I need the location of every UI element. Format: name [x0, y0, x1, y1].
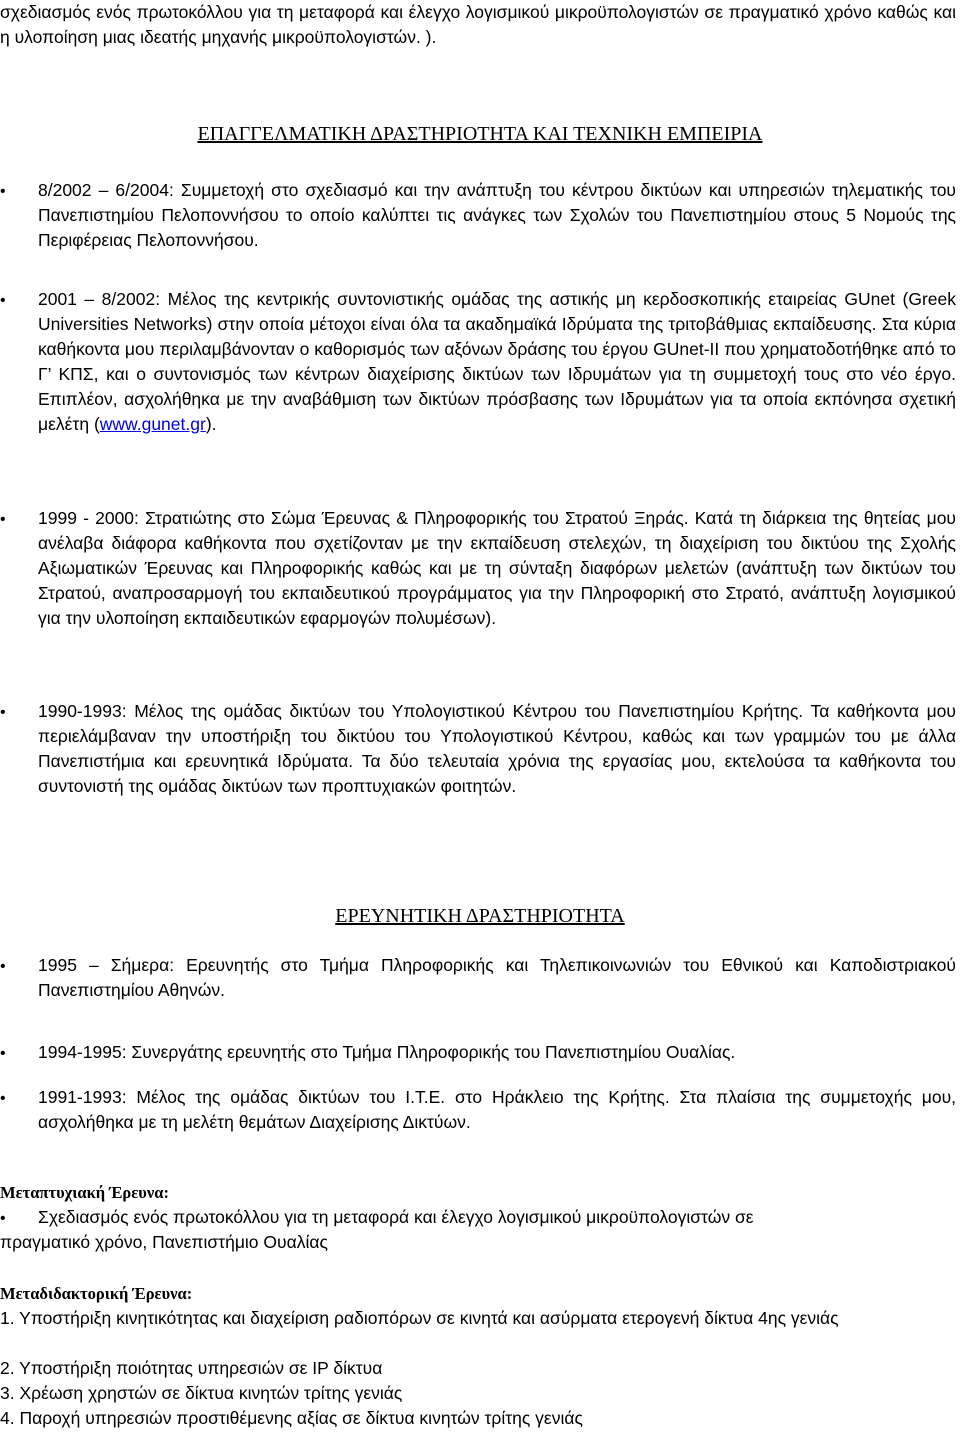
entry-period: 1994-1995: — [38, 1042, 127, 1062]
entry-text: Συμμετοχή στο σχεδιασμό και την ανάπτυξη του κέντρου δικτύων και υπηρεσιών τηλεματικής του Πανεπιστημίου Πελοποννήσου το οποίο καλύπτει τις ανάγκες των Σχολών του Πανεπιστημίου στους 5 Νομούς της Περιφέρειας Πελοποννήσου. — [38, 180, 956, 250]
bullet-icon — [0, 699, 38, 725]
postgrad-item: Σχεδιασμός ενός πρωτοκόλλου για τη μεταφορά και έλεγχο λογισμικού μικροϋπολογιστών σε — [38, 1207, 754, 1227]
bullet-icon — [0, 1085, 38, 1111]
entry-text: Μέλος της ομάδας δικτύων του Υπολογιστικού Κέντρου του Πανεπιστημίου Κρήτης. Τα καθήκοντα μου περιελάμβαναν την υποστήριξη του δικτύου του Υπολογιστικού Κέντρου, καθώς και των γραμμών του με άλλα Πανεπιστήμια και ερευνητικά Ιδρύματα. Τα δύο τελευταία χρόνια της εργασίας μου, εκτελούσα τα καθήκοντα του συντονιστή της ομάδας δικτύων των προπτυχιακών φοιτητών. — [38, 701, 956, 796]
entry-period: 1995 – Σήμερα: — [38, 955, 175, 975]
entry-period: 1990-1993: — [38, 701, 127, 721]
postdoc-heading: Μεταδιδακτορική Έρευνα: — [0, 1284, 193, 1303]
postgrad-item-continuation: πραγματικό χρόνο, Πανεπιστήμιο Ουαλίας — [0, 1232, 328, 1252]
bullet-icon — [0, 1205, 38, 1231]
list-item — [38, 178, 956, 253]
bullet-icon — [0, 1040, 38, 1066]
numbered-item: 2. Υποστήριξη ποιότητας υπηρεσιών σε IP δίκτυα — [0, 1358, 383, 1378]
section-heading-professional: ΕΠΑΓΓΕΛΜΑΤΙΚΗ ΔΡΑΣΤΗΡΙΟΤΗΤΑ ΚΑΙ ΤΕΧΝΙΚΗ ΕΜΠΕΙΡΙΑ — [197, 123, 763, 145]
entry-text: Συνεργάτης ερευνητής στο Τμήμα Πληροφορικής του Πανεπιστημίου Ουαλίας. — [126, 1042, 736, 1062]
entry-text: Ερευνητής στο Τμήμα Πληροφορικής και Τηλεπικοινωνιών του Εθνικού και Καποδιστριακού Πανεπιστημίου Αθηνών. — [38, 955, 956, 1000]
postgrad-heading: Μεταπτυχιακή Έρευνα: — [0, 1183, 169, 1202]
entry-text: Στρατιώτης στο Σώμα Έρευνας & Πληροφορικής του Στρατού Ξηράς. Κατά τη διάρκεια της θητείας μου ανέλαβα διάφορα καθήκοντα που σχετίζονταν με την εκπαίδευση στελεχών, τη διαχείριση του δικτύου της Σχολής Αξιωματικών Έρευνας και Πληροφορικής καθώς και με τη σύνταξη διαφόρων μελετών (ανάπτυξη των δικτύων του Στρατού, αναπροσαρμογή του εκπαιδευτικού προγράμματος για την Πληροφορική στο Στρατό, ανάπτυξη λογισμικού για την υλοποίηση εκπαιδευτικών εφαρμογών πολυμέσων). — [38, 508, 957, 628]
list-item — [38, 699, 956, 799]
bullet-icon — [0, 178, 38, 204]
intro-paragraph: σχεδιασμός ενός πρωτοκόλλου για τη μεταφορά και έλεγχο λογισμικού μικροϋπολογιστών σε πραγματικό χρόνο καθώς και η υλοποίηση μιας ιδεατής μηχανής μικροϋπολογιστών. ). — [0, 2, 956, 47]
bullet-icon — [0, 506, 38, 532]
gunet-link[interactable]: www.gunet.gr — [99, 414, 206, 434]
entry-text: Μέλος της κεντρικής συντονιστικής ομάδας της αστικής μη κερδοσκοπικής εταιρείας GUnet (Greek Universities Networks) στην οποία μέτοχοι είναι όλα τα ακαδημαϊκά Ιδρύματα της τριτοβάθμιας εκπαίδευσης. Στα κύρια καθήκοντα μου περιλαμβάνονταν ο καθορισμός των αξόνων δράσης του έργου GUnet-II που χρηματοδοτήθηκε από το Γ’ ΚΠΣ, και ο συντονισμός των κέντρων διαχείρισης δικτύων των Ιδρυμάτων για τη συμμετοχή τους στο νέο έργο. Επιπλέον, ασχολήθηκα με την αναβάθμιση των δικτύων πρόσβασης των Ιδρυμάτων για τα οποία εκπόνησα σχετική μελέτη ( — [38, 289, 956, 434]
list-item — [38, 953, 956, 1003]
numbered-item: 3. Χρέωση χρηστών σε δίκτυα κινητών τρίτης γενιάς — [0, 1383, 403, 1403]
bullet-icon — [0, 287, 38, 313]
numbered-item: 1. Υποστήριξη κινητικότητας και διαχείριση ραδιοπόρων σε κινητά και ασύρματα ετερογενή δίκτυα 4ης γενιάς — [0, 1308, 839, 1328]
section-heading-research: ΕΡΕΥΝΗΤΙΚΗ ΔΡΑΣΤΗΡΙΟΤΗΤΑ — [335, 905, 625, 927]
list-item — [38, 1040, 956, 1065]
entry-period: 8/2002 – 6/2004: — [38, 180, 174, 200]
entry-period: 2001 – 8/2002: — [38, 289, 161, 309]
entry-text-tail: ). — [205, 414, 217, 434]
list-item — [38, 287, 956, 437]
bullet-icon — [0, 953, 38, 979]
entry-period: 1991-1993: — [38, 1087, 127, 1107]
entry-period: 1999 - 2000: — [38, 508, 139, 528]
list-item — [38, 506, 956, 631]
entry-text: Μέλος της ομάδας δικτύων του Ι.Τ.Ε. στο Ηράκλειο της Κρήτης. Στα πλαίσια της συμμετοχής μου, ασχολήθηκα με τη μελέτη θεμάτων Διαχείρισης Δικτύων. — [38, 1087, 956, 1132]
list-item — [38, 1085, 956, 1135]
numbered-item: 4. Παροχή υπηρεσιών προστιθέμενης αξίας σε δίκτυα κινητών τρίτης γενιάς — [0, 1408, 583, 1428]
